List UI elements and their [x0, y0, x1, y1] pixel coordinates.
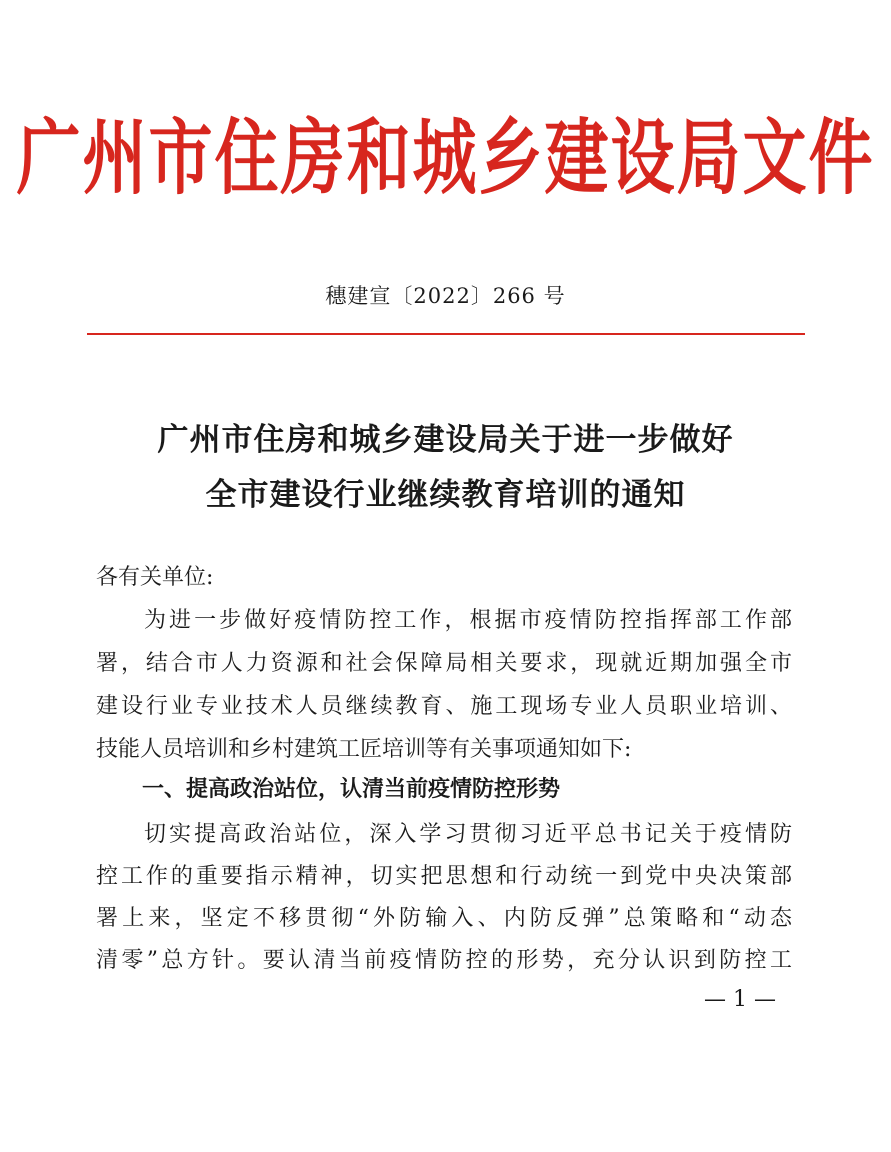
- paragraph-1-line-1: 为进一步做好疫情防控工作，根据市疫情防控指挥部工作部: [144, 608, 792, 633]
- paragraph-2-line-2: 控工作的重要指示精神，切实把思想和行动统一到党中央决策部: [96, 864, 792, 889]
- paragraph-1-line-4: 技能人员培训和乡村建筑工匠培训等有关事项通知如下:: [96, 737, 632, 762]
- masthead-red-header: 广州市住房和城乡建设局文件: [16, 111, 875, 207]
- red-divider-line: [87, 333, 805, 335]
- document-title-line-1: 广州市住房和城乡建设局关于进一步做好: [157, 422, 734, 458]
- document-number: 穗建宣〔2022〕266 号: [325, 284, 566, 308]
- document-title-line-2: 全市建设行业继续教育培训的通知: [205, 477, 686, 513]
- paragraph-2-line-3: 署上来，坚定不移贯彻“外防输入、内防反弹”总策略和“动态: [96, 906, 792, 931]
- paragraph-1-line-3: 建设行业专业技术人员继续教育、施工现场专业人员职业培训、: [96, 694, 792, 719]
- paragraph-2-line-1: 切实提高政治站位，深入学习贯彻习近平总书记关于疫情防: [144, 822, 792, 847]
- salutation: 各有关单位:: [96, 565, 214, 590]
- paragraph-2-line-4: 清零”总方针。要认清当前疫情防控的形势，充分认识到防控工: [96, 948, 792, 973]
- page-number: — 1 —: [704, 987, 776, 1012]
- paragraph-1-line-2: 署，结合市人力资源和社会保障局相关要求，现就近期加强全市: [96, 651, 792, 676]
- section-heading-1: 一、提高政治站位，认清当前疫情防控形势: [142, 777, 561, 802]
